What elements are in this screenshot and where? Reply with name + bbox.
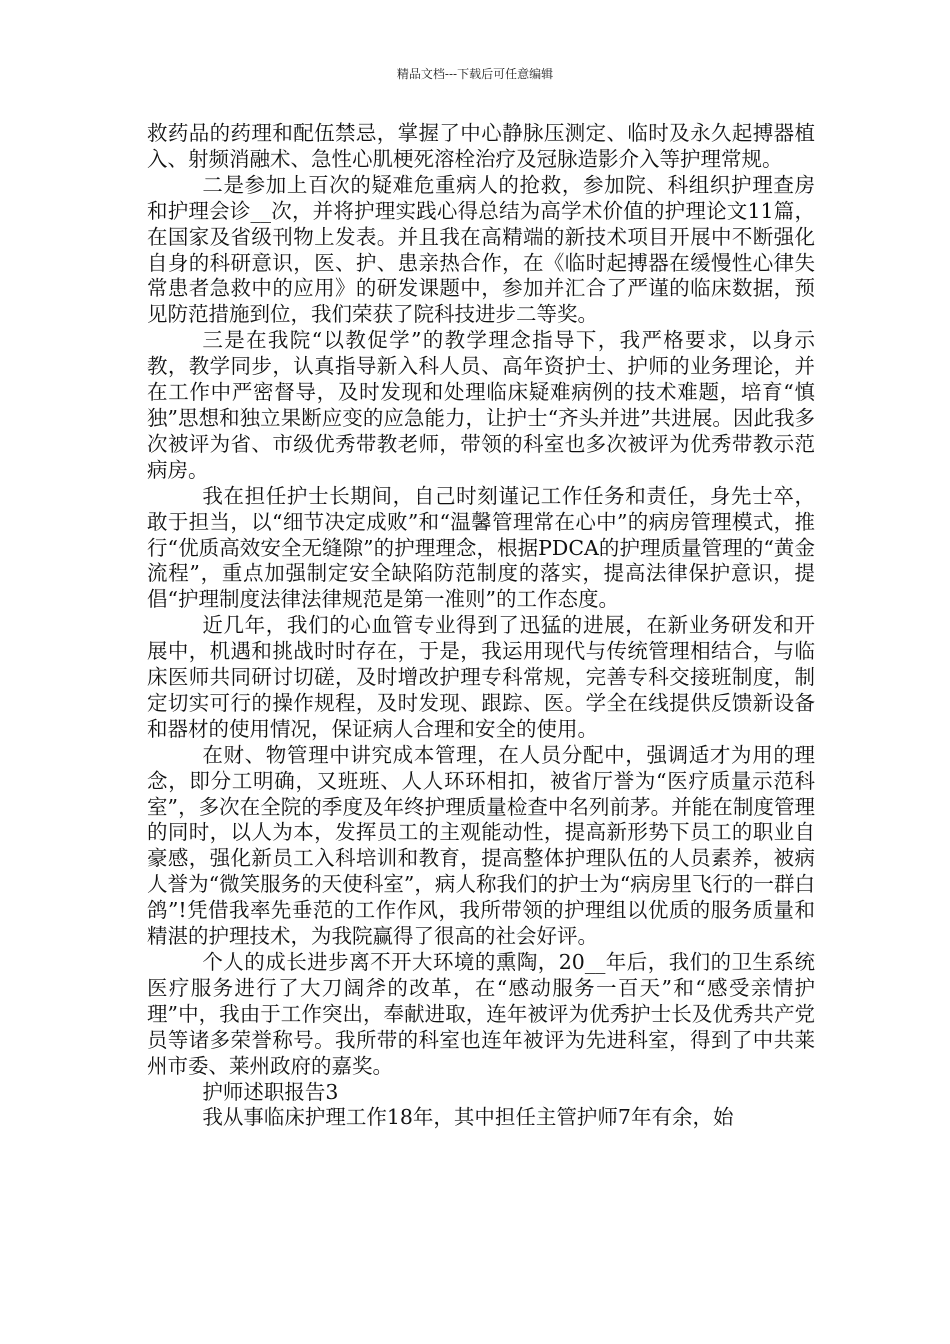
document-body	[147, 121, 815, 1131]
paragraph-2: 二是参加上百次的疑难危重病人的抢救，参加院、科组织护理查房和护理会诊__次，并将护理实践心得总结为高学术价值的护理论文11篇，在国家及省级刊物上发表。并且我在高精端的新技术项目开展中不断强化自身的科研意识，医、护、患亲热合作，在《临时起搏器在缓慢性心律失常患者急救中的应用》的研发课题中，参加并汇合了严谨的临床数据，预见防范措施到位，我们荣获了院科技进步二等奖。	[147, 172, 815, 327]
paragraph-6: 在财、物管理中讲究成本管理，在人员分配中，强调适才为用的理念，即分工明确，又班班、人人环环相扣，被省厅誉为“医疗质量示范科室”，多次在全院的季度及年终护理质量检查中名列前茅。并能在制度管理的同时，以人为本，发挥员工的主观能动性，提高新形势下员工的职业自豪感，强化新员工入科培训和教育，提高整体护理队伍的人员素养，被病人誉为“微笑服务的天使科室”，病人称我们的护士为“病房里飞行的一群白鸽”!凭借我率先垂范的工作作风，我所带领的护理组以优质的服务质量和精湛的护理技术，为我院赢得了很高的社会好评。	[147, 742, 815, 949]
paragraph-1: 救药品的药理和配伍禁忌，掌握了中心静脉压测定、临时及永久起搏器植入、射频消融术、急性心肌梗死溶栓治疗及冠脉造影介入等护理常规。	[147, 121, 815, 171]
section-heading: 护师述职报告3	[202, 1079, 339, 1104]
paragraph-3: 三是在我院“以教促学”的教学理念指导下，我严格要求，以身示教，教学同步，认真指导新入科人员、高年资护士、护师的业务理论，并在工作中严密督导，及时发现和处理临床疑难病例的技术难题，培育“慎独”思想和独立果断应变的应急能力，让护士“齐头并进”共进展。因此我多次被评为省、市级优秀带教老师，带领的科室也多次被评为优秀带教示范病房。	[147, 328, 815, 482]
page-header: 精品文档---下载后可任意编辑	[396, 67, 554, 81]
paragraph-4: 我在担任护士长期间，自己时刻谨记工作任务和责任，身先士卒，敢于担当，以“细节决定成败”和“温馨管理常在心中”的病房管理模式，推行“优质高效安全无缝隙”的护理理念，根据PDCA的护理质量管理的“黄金流程”，重点加强制定安全缺陷防范制度的落实，提高法律保护意识，提倡“护理制度法律法律规范是第一准则”的工作态度。	[147, 483, 815, 612]
paragraph-8: 我从事临床护理工作18年，其中担任主管护师7年有余，始	[202, 1105, 734, 1130]
paragraph-5: 近几年，我们的心血管专业得到了迅猛的进展，在新业务研发和开展中，机遇和挑战时时存在，于是，我运用现代与传统管理相结合，与临床医师共同研讨切磋，及时增改护理专科常规，完善专科交接班制度，制定切实可行的操作规程，及时发现、跟踪、医。学全在线提供反馈新设备和器材的使用情况，保证病人合理和安全的使用。	[147, 613, 815, 741]
paragraph-7: 个人的成长进步离不开大环境的熏陶，20__年后，我们的卫生系统医疗服务进行了大刀阔斧的改革，在“感动服务一百天”和“感受亲情护理”中，我由于工作突出，奉献进取，连年被评为优秀护士长及优秀共产党员等诸多荣誉称号。我所带的科室也连年被评为先进科室，得到了中共莱州市委、莱州政府的嘉奖。	[147, 950, 815, 1078]
